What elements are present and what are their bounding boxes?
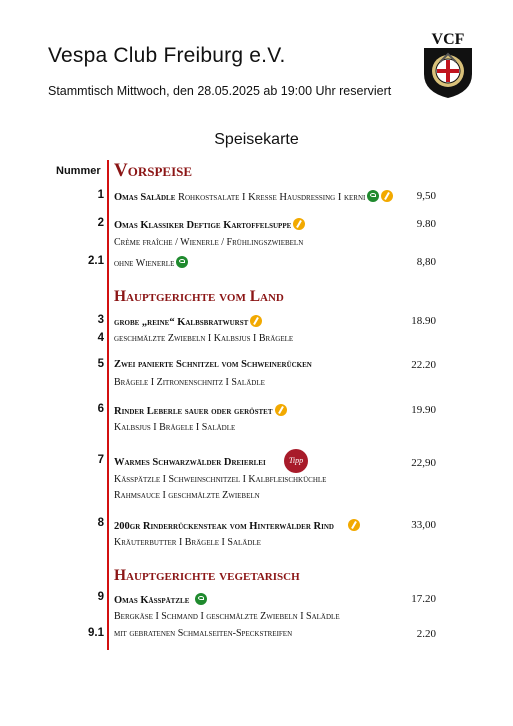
item-price: 22,90: [411, 457, 436, 469]
leaf-icon: [367, 190, 379, 202]
section-land: Hauptgerichte vom Land: [114, 288, 284, 305]
item-price: 19.90: [411, 404, 436, 416]
leaf-icon: [176, 256, 188, 268]
tipp-badge: Tipp: [284, 449, 308, 473]
item-number: 6: [97, 403, 104, 415]
item-name: Rinder Leberle sauer oder geröstet: [114, 404, 287, 417]
item-name: grobe „reine“ Kalbsbratwurst: [114, 315, 262, 328]
item-number: 2: [97, 217, 104, 229]
item-name: Omas Klassiker Deftige Kartoffelsuppe: [114, 218, 305, 231]
item-name: Zwei panierte Schnitzel vom Schweinerücken: [114, 359, 312, 370]
item-price: 8,80: [416, 256, 436, 268]
club-title: Vespa Club Freiburg e.V.: [48, 44, 286, 67]
item-description: geschmälzte Zwiebeln I Kalbsjus I Brägele: [114, 333, 294, 344]
item-price: 22.20: [411, 359, 436, 371]
item-description: Kräuterbutter I Brägele I Salädle: [114, 537, 261, 548]
item-price: 18.90: [411, 315, 436, 327]
item-price: 9.80: [416, 218, 436, 230]
item-name: Omas Salädle Rohkostsalate I Kresse Hausdressing I kerni: [114, 190, 393, 203]
item-description: Bergkäse I Schmand I geschmälzte Zwiebeln I Salädle: [114, 611, 340, 622]
item-number: 1: [97, 189, 104, 201]
number-column-label: Nummer: [56, 165, 101, 177]
item-description: mit gebratenen Schmalseiten-Speckstreifen: [114, 628, 293, 639]
wheat-icon: [275, 404, 287, 416]
item-name: 200gr Rinderrückensteak vom Hinterwälder Rind: [114, 519, 360, 532]
item-number: 2.1: [88, 255, 104, 267]
reservation-subtitle: Stammtisch Mittwoch, den 28.05.2025 ab 19:00 Uhr reserviert: [48, 84, 392, 98]
leaf-icon: [195, 593, 207, 605]
item-description: Kalbsjus I Brägele I Salädle: [114, 422, 236, 433]
item-number: 3: [97, 314, 104, 326]
item-description: Crème fraîche / Wienerle / Frühlingszwiebeln: [114, 237, 304, 248]
item-price: 17.20: [411, 593, 436, 605]
item-name: Warmes Schwarzwälder Dreierlei: [114, 457, 266, 468]
item-name: Omas Kässpätzle: [114, 593, 207, 606]
item-number: 9: [97, 591, 104, 603]
item-description: Kässpätzle I Schweinschnitzel I Kalbfleischküchle: [114, 474, 327, 485]
item-name: ohne Wienerle: [114, 256, 188, 269]
red-divider-line: [107, 160, 109, 650]
menu-heading: Speisekarte: [214, 131, 299, 148]
logo-text: VCF: [431, 31, 465, 48]
item-number: 4: [97, 332, 104, 344]
section-vegetarisch: Hauptgerichte vegetarisch: [114, 567, 300, 584]
item-description: Rahmsauce I geschmälzte Zwiebeln: [114, 490, 260, 501]
item-price: 9,50: [416, 190, 436, 202]
item-price: 33,00: [411, 519, 436, 531]
club-logo: [418, 26, 478, 100]
item-number: 8: [97, 517, 104, 529]
wheat-icon: [293, 218, 305, 230]
item-number: 9.1: [88, 627, 104, 639]
wheat-icon: [250, 315, 262, 327]
item-description: Brägele I Zitronenschnitz I Salädle: [114, 377, 265, 388]
wheat-icon: [348, 519, 360, 531]
item-price: 2.20: [416, 628, 436, 640]
section-vorspeise: Vorspeise: [114, 160, 193, 181]
item-number: 5: [97, 358, 104, 370]
item-number: 7: [97, 454, 104, 466]
